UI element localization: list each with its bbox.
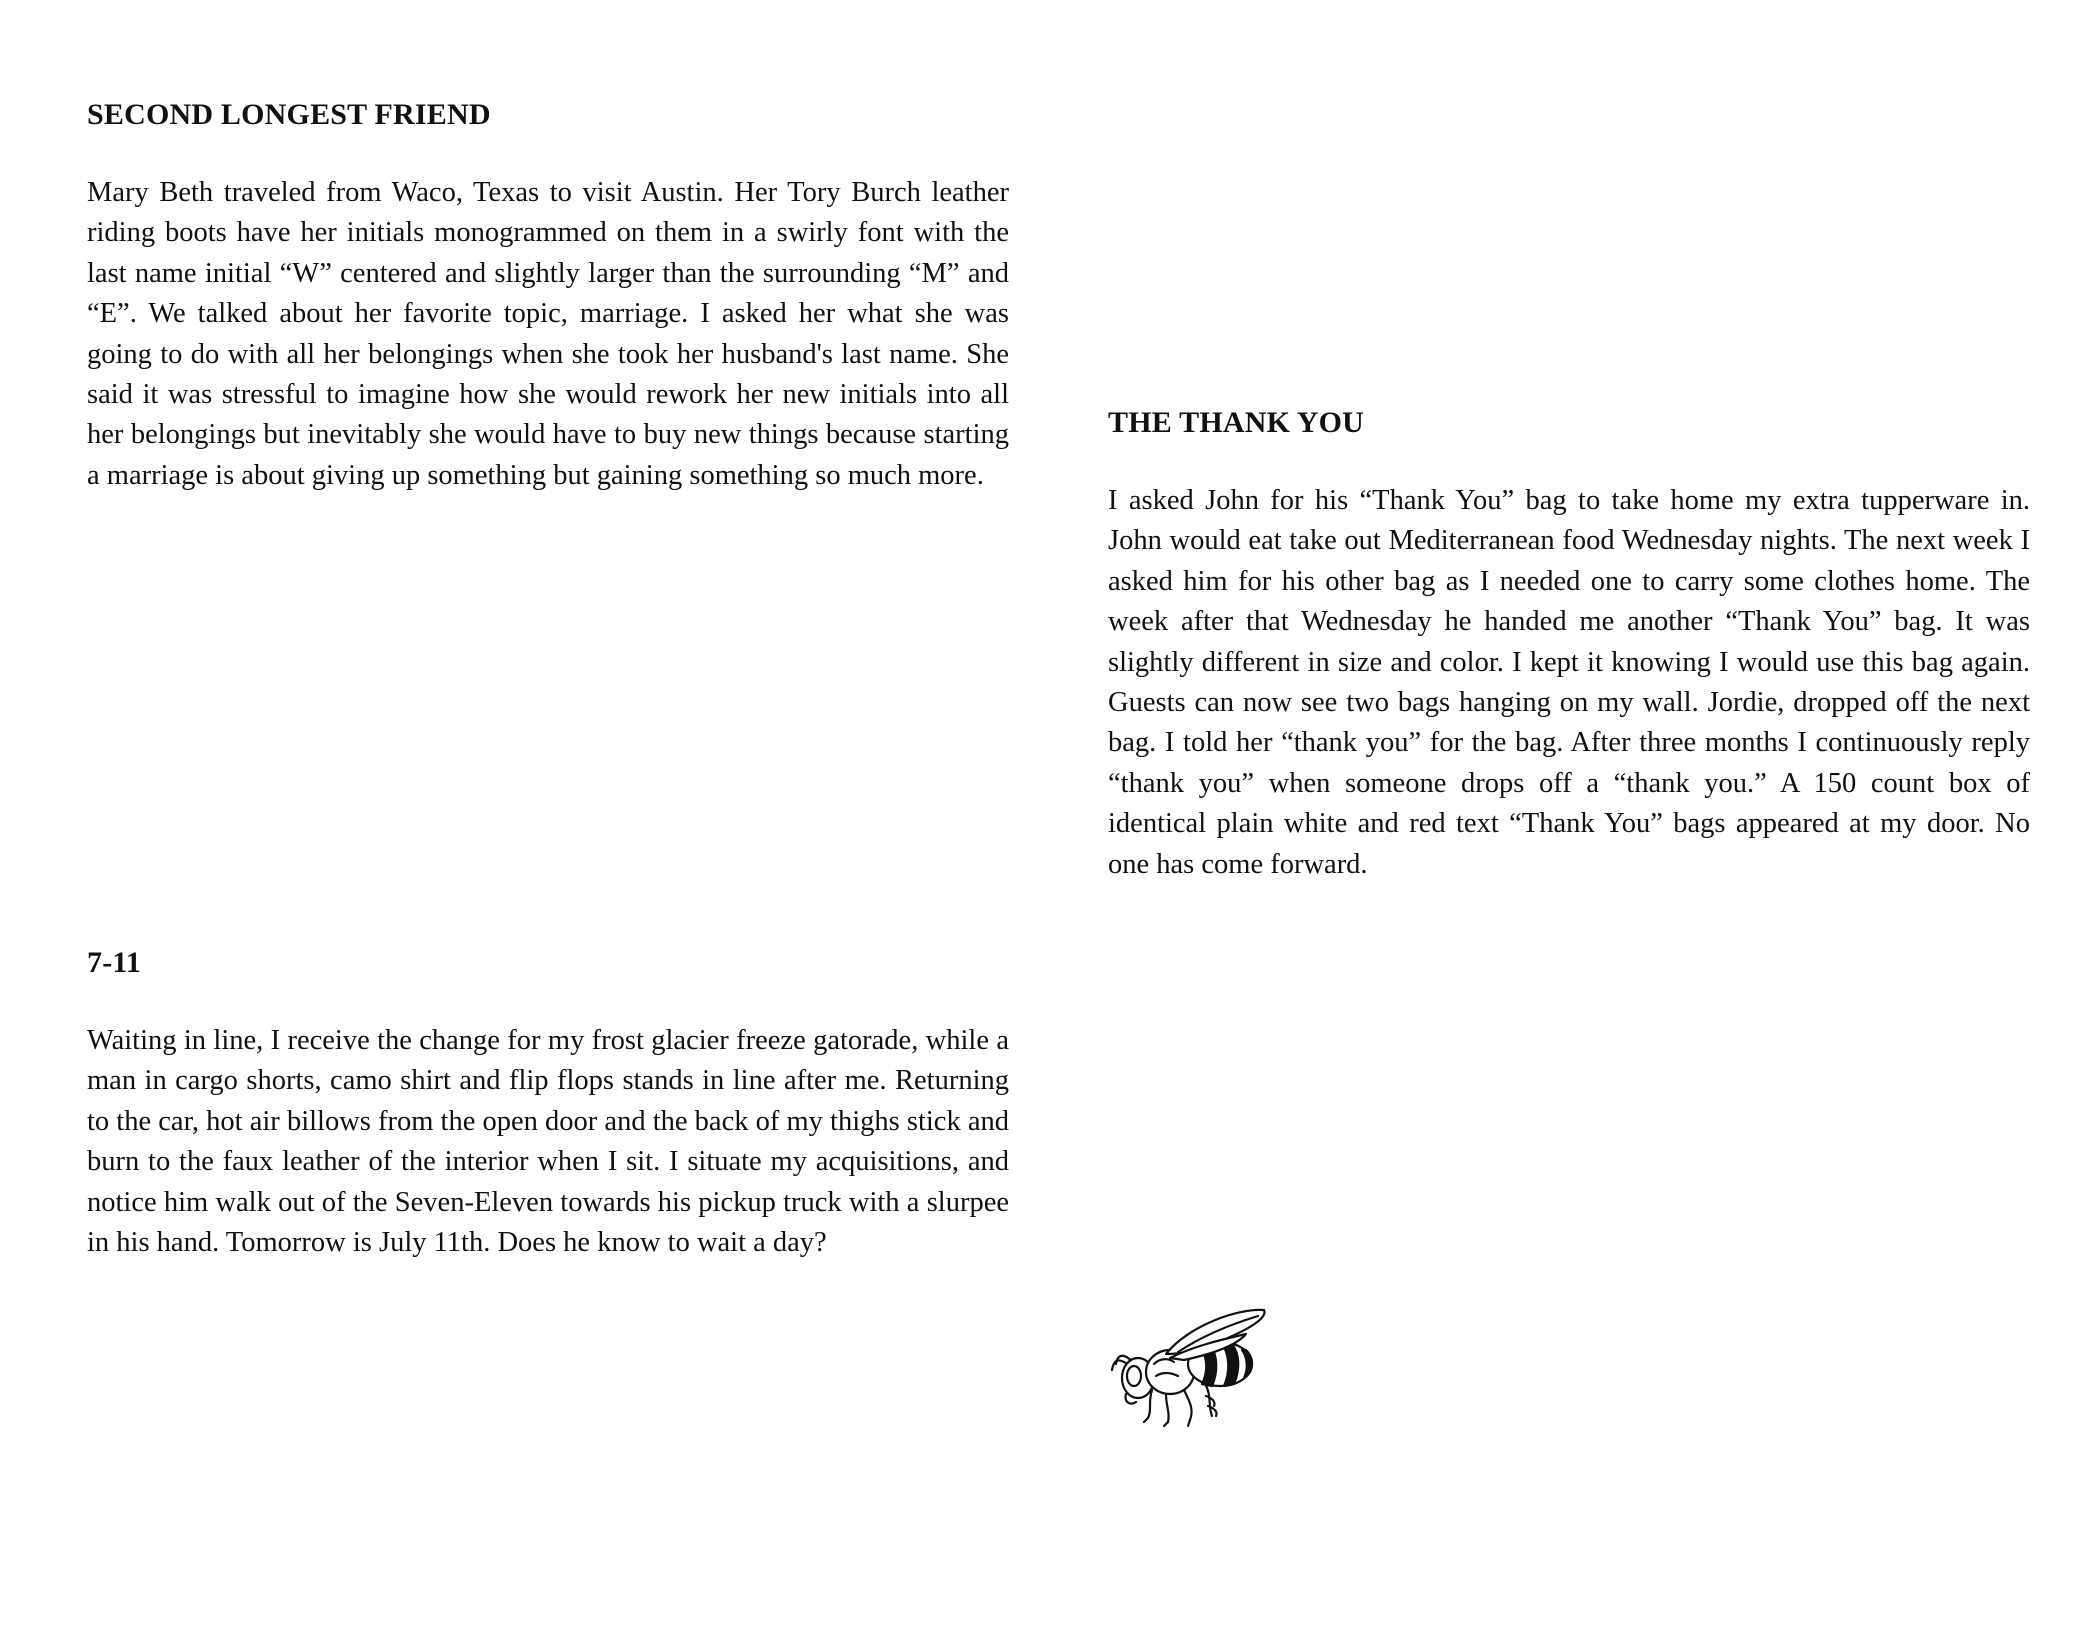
section-7-11 (87, 945, 1009, 1263)
section-title: SECOND LONGEST FRIEND (87, 98, 491, 131)
section-title: 7-11 (87, 946, 142, 979)
section-body: Waiting in line, I receive the change for my frost glacier freeze gatorade, while a man in cargo shorts, camo shirt and flip flops stands in line after me. Returning to the car, hot air billows from the open door and the back of my thighs stick and burn to the faux leather of the interior when I sit. I situate my acquisitions, and notice him walk out of the Seven-Eleven towards his pickup truck with a slurpee in his hand. Tomorrow is July 11th. Does he know to wait a day? (87, 1025, 1009, 1259)
section-body: I asked John for his “Thank You” bag to take home my extra tupperware in. John would eat take out Mediterranean food Wednesday nights. The next week I asked him for his other bag as I needed one to carry some clothes home. The week after that Wednesday he handed me another “Thank You” bag. It was slightly different in size and color. I kept it knowing I would use this bag again. Guests can now see two bags hanging on my wall. Jordie, dropped off the next bag. I told her “thank you” for the bag. After three months I continuously reply “thank you” when someone drops off a “thank you.” A 150 count box of identical plain white and red text “Thank You” bags appeared at my door. No one has come forward. (1108, 485, 2030, 880)
bee-icon (1108, 1306, 1270, 1430)
section-body: Mary Beth traveled from Waco, Texas to visit Austin. Her Tory Burch leather riding boots have her initials monogrammed on them in a swirly font with the last name initial “W” centered and slightly larger than the surrounding “M” and “E”. We talked about her favorite topic, marriage. I asked her what she was going to do with all her belongings when she took her husband's last name. She said it was stressful to imagine how she would rework her new initials into all her belongings but inevitably she would have to buy new things because starting a marriage is about giving up something but gaining something so much more. (87, 177, 1009, 491)
section-the-thank-you (1108, 405, 2030, 885)
section-title: THE THANK YOU (1108, 406, 1364, 439)
section-second-longest-friend (87, 97, 1009, 496)
